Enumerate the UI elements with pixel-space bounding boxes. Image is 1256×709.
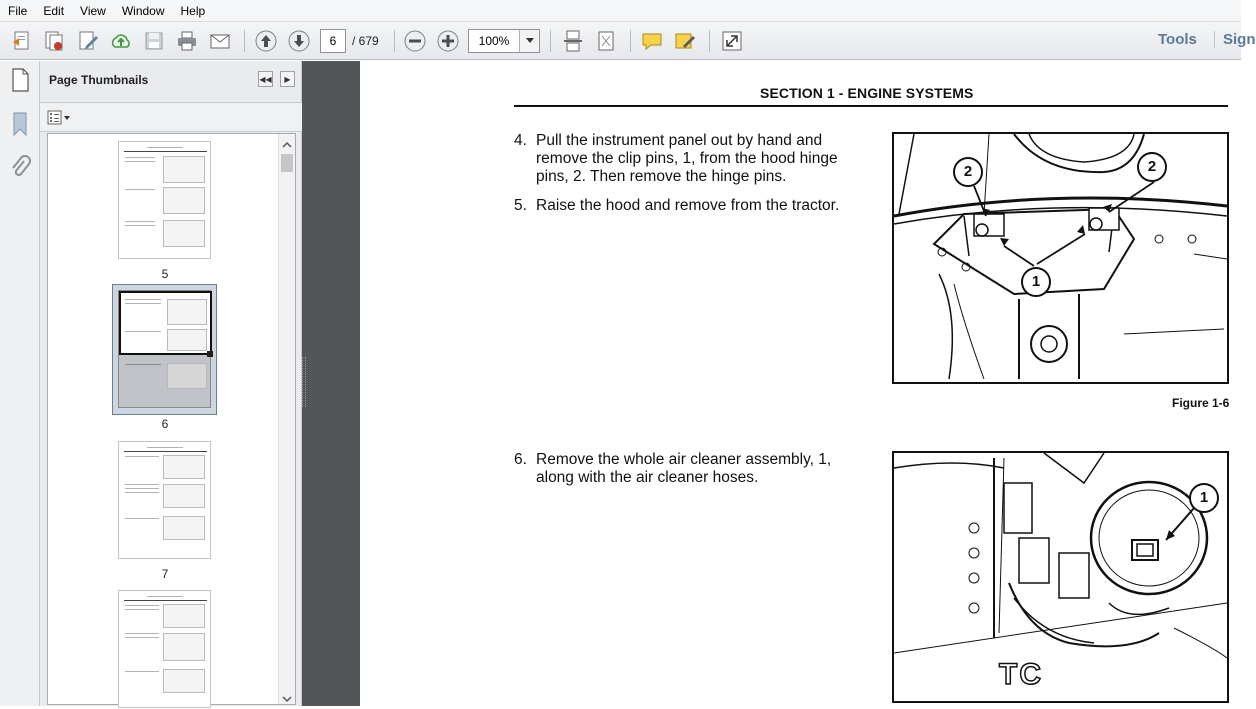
figure-hood-hinge: [892, 132, 1229, 384]
collapse-panel-icon[interactable]: ◀◀: [258, 71, 273, 87]
step-number: 4.: [514, 132, 527, 149]
full-screen-icon[interactable]: [718, 27, 746, 55]
selected-thumbnail-frame[interactable]: [112, 284, 217, 415]
air-cleaner-illustration: [894, 453, 1227, 701]
create-pdf-icon[interactable]: [8, 27, 36, 55]
zoom-out-icon[interactable]: [401, 27, 429, 55]
document-page: [360, 61, 1241, 706]
step-number: 5.: [514, 197, 527, 214]
step-4: [514, 132, 854, 188]
next-page-icon[interactable]: [285, 27, 313, 55]
splitter-grip[interactable]: [302, 357, 306, 407]
page-number-input[interactable]: 6: [320, 29, 346, 53]
figure-callout: 1: [1189, 483, 1219, 513]
step-text-line: pins, 2. Then remove the hinge pins.: [536, 168, 787, 185]
upload-cloud-icon[interactable]: [107, 27, 135, 55]
scrolling-mode-icon[interactable]: [559, 27, 587, 55]
step-number: 6.: [514, 451, 527, 468]
scroll-up-icon[interactable]: [282, 137, 292, 147]
figure-caption: Figure 1-6: [1172, 396, 1230, 410]
attachment-icon[interactable]: [9, 155, 31, 181]
section-title: SECTION 1 - ENGINE SYSTEMS: [760, 85, 974, 101]
toolbar-separator: [394, 30, 395, 52]
fit-page-icon[interactable]: [592, 27, 620, 55]
toolbar: [0, 22, 1241, 60]
figure-callout: 2: [953, 157, 983, 187]
menu-view[interactable]: View: [80, 3, 106, 18]
step-text: Raise the hood and remove from the tractor.: [536, 197, 840, 214]
page-thumbnail[interactable]: [118, 441, 211, 559]
page-thumbnail[interactable]: [118, 141, 211, 259]
figure-callout: 1: [1021, 267, 1051, 297]
scroll-down-icon[interactable]: [282, 691, 292, 701]
step-text-line: remove the clip pins, 1, from the hood hinge: [536, 150, 838, 167]
step-text-line: Remove the whole air cleaner assembly, 1,: [536, 451, 832, 468]
figure-callout: 2: [1137, 152, 1167, 182]
page-thumbnail[interactable]: [118, 590, 211, 708]
menu-edit[interactable]: Edit: [43, 3, 65, 18]
page-thumbnails-icon[interactable]: [8, 67, 32, 93]
menu-window[interactable]: Window: [121, 3, 165, 18]
hood-hinge-illustration: [894, 134, 1227, 382]
previous-page-icon[interactable]: [252, 27, 280, 55]
thumbnail-label: 6: [161, 417, 169, 431]
zoom-select[interactable]: [468, 29, 540, 53]
save-icon[interactable]: [140, 27, 168, 55]
page-thumbnail[interactable]: [118, 290, 211, 408]
step-text-line: along with the air cleaner hoses.: [536, 469, 759, 486]
menu-help[interactable]: Help: [180, 3, 206, 18]
panel-splitter[interactable]: [302, 61, 360, 706]
thumbnails-panel: [40, 61, 302, 706]
scroll-thumb[interactable]: [281, 154, 293, 172]
comment-icon[interactable]: [638, 27, 666, 55]
tools-button[interactable]: Tools: [1158, 31, 1197, 48]
menu-file[interactable]: File: [8, 3, 28, 18]
toolbar-separator: [550, 30, 551, 52]
page-count: / 679: [352, 34, 379, 48]
thumbnail-label: 7: [161, 567, 169, 581]
toolbar-separator: [244, 30, 245, 52]
figure-air-cleaner: [892, 451, 1229, 703]
zoom-value[interactable]: 100%: [478, 34, 510, 48]
expand-panel-icon[interactable]: ▶: [280, 71, 295, 87]
print-icon[interactable]: [173, 27, 201, 55]
tc-logo: TC: [999, 658, 1043, 691]
thumbnail-scrollbar[interactable]: [278, 134, 295, 704]
menu-bar: [0, 0, 1241, 22]
bookmark-icon[interactable]: [9, 111, 31, 137]
step-6: [514, 451, 854, 489]
email-icon[interactable]: [206, 27, 234, 55]
step-5: [514, 197, 854, 217]
step-text-line: Pull the instrument panel out by hand and: [536, 132, 823, 149]
toolbar-separator: [630, 30, 631, 52]
thumbnails-list[interactable]: [47, 133, 296, 705]
section-rule: [514, 105, 1228, 107]
thumbnail-label: 5: [161, 267, 169, 281]
options-menu-icon[interactable]: [47, 109, 71, 127]
navigation-pane-strip: [0, 61, 40, 706]
edit-document-icon[interactable]: [74, 27, 102, 55]
sign-button[interactable]: Sign: [1214, 31, 1241, 48]
toolbar-separator: [709, 30, 710, 52]
highlight-icon[interactable]: [671, 27, 699, 55]
chevron-down-icon[interactable]: [519, 30, 539, 52]
zoom-in-icon[interactable]: [434, 27, 462, 55]
panel-title: Page Thumbnails: [49, 73, 149, 87]
combine-files-icon[interactable]: [40, 27, 68, 55]
panel-options-bar: [40, 102, 302, 132]
